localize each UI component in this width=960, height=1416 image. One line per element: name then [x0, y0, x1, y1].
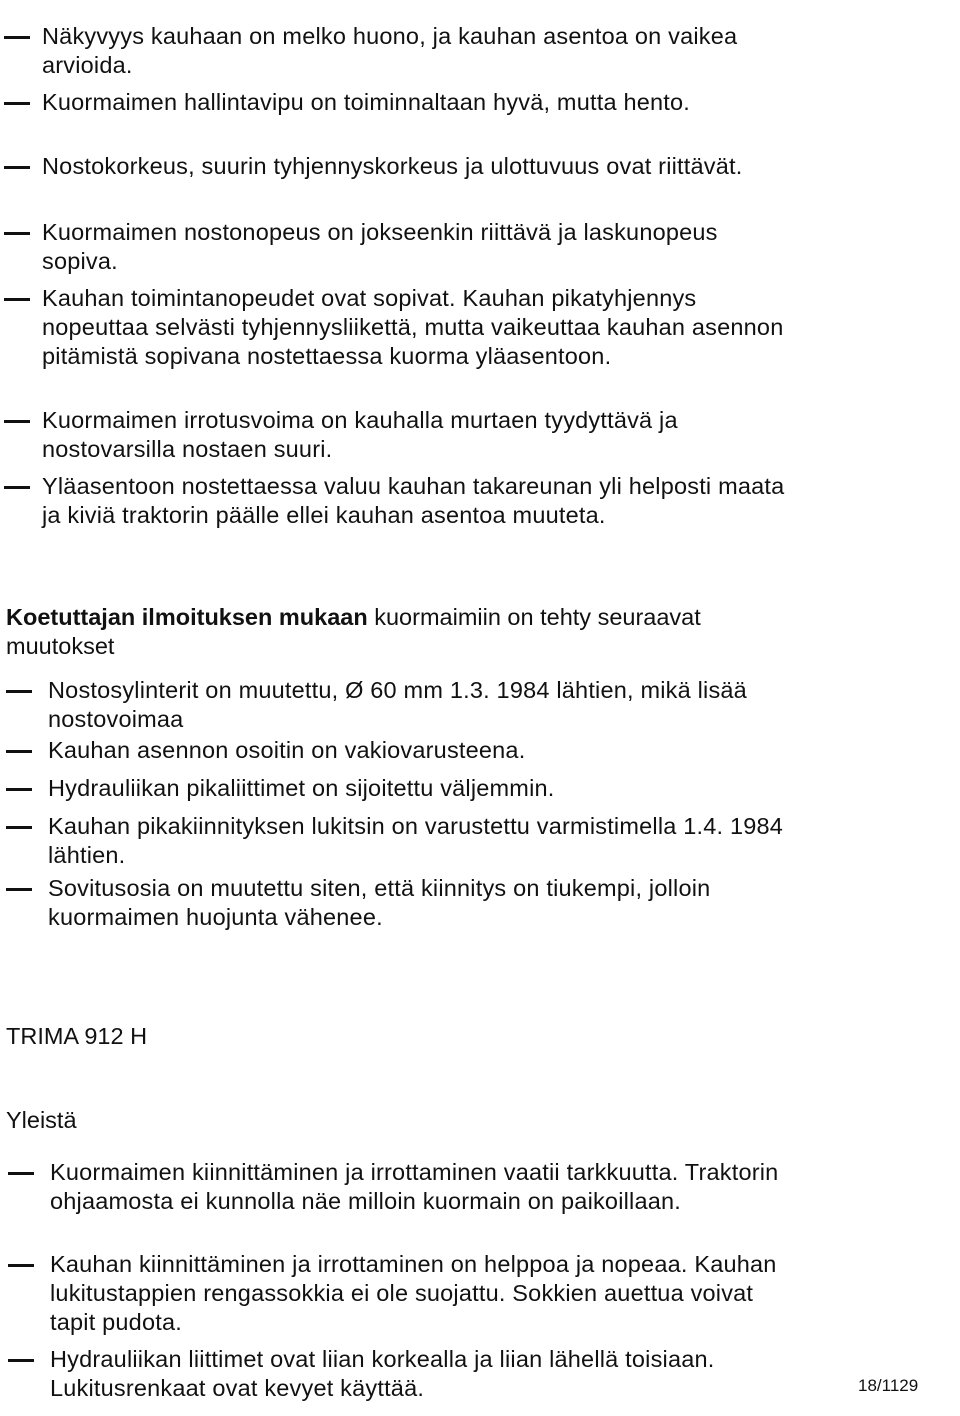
dash-marker [4, 420, 30, 423]
list-item-text: Kuormaimen kiinnittäminen ja irrottaminen vaatii tarkkuutta. Traktorin ohjaamosta ei kunnolla näe milloin kuormain on paikoillaan. [50, 1159, 779, 1214]
model-heading: TRIMA 912 H [6, 1023, 148, 1049]
dash-marker [6, 690, 32, 693]
dash-marker [4, 298, 30, 301]
dash-marker [6, 888, 32, 891]
list-item-text: Hydrauliikan liittimet ovat liian korkealla ja liian lähellä toisiaan. Lukitusrenkaat ovat kevyet käyttää. [50, 1346, 715, 1401]
dash-marker [4, 102, 30, 105]
dash-marker [4, 232, 30, 235]
list-item-text: Kauhan kiinnittäminen ja irrottaminen on helppoa ja nopeaa. Kauhan lukitustappien rengassokkia ei ole suojattu. Sokkien auettua voivat tapit pudota. [50, 1251, 777, 1335]
dash-marker [8, 1264, 34, 1267]
list-item-text: Hydrauliikan pikaliittimet on sijoitettu väljemmin. [48, 775, 555, 801]
dash-marker [4, 36, 30, 39]
page-number: 18/1129 [858, 1376, 919, 1395]
list-item-text: Nostokorkeus, suurin tyhjennyskorkeus ja ulottuvuus ovat riittävät. [42, 153, 743, 179]
list-item-text: Kuormaimen nostonopeus on jokseenkin riittävä ja laskunopeus sopiva. [42, 219, 718, 274]
list-item-text: Kauhan asennon osoitin on vakiovarusteena. [48, 737, 526, 763]
changes-intro [6, 603, 796, 661]
list-item-text: Kuormaimen hallintavipu on toiminnaltaan hyvä, mutta hento. [42, 89, 690, 115]
list-item-text: Sovitusosia on muutettu siten, että kiinnitys on tiukempi, jolloin kuormaimen huojunta vähenee. [48, 875, 711, 930]
dash-marker [6, 750, 32, 753]
dash-marker [6, 788, 32, 791]
dash-marker [4, 166, 30, 169]
general-heading: Yleistä [6, 1107, 77, 1133]
list-item-text: Kauhan toimintanopeudet ovat sopivat. Kauhan pikatyhjennys nopeuttaa selvästi tyhjennysliikettä, mutta vaikeuttaa kauhan asennon pitämistä sopivana nostettaessa kuorma yläasentoon. [42, 285, 784, 369]
changes-intro-bold: Koetuttajan ilmoituksen mukaan [6, 604, 368, 630]
list-item-text: Kuormaimen irrotusvoima on kauhalla murtaen tyydyttävä ja nostovarsilla nostaen suuri. [42, 407, 678, 462]
list-item-text: Nostosylinterit on muutettu, Ø 60 mm 1.3. 1984 lähtien, mikä lisää nostovoimaa [48, 677, 747, 732]
list-item-text: Yläasentoon nostettaessa valuu kauhan takareunan yli helposti maata ja kiviä traktorin päälle ellei kauhan asentoa muuteta. [42, 473, 785, 528]
dash-marker [8, 1359, 34, 1362]
dash-marker [4, 486, 30, 489]
dash-marker [8, 1172, 34, 1175]
list-item-text: Näkyvyys kauhaan on melko huono, ja kauhan asentoa on vaikea arvioida. [42, 23, 738, 78]
dash-marker [6, 826, 32, 829]
changes-intro-rest: kuormaimiin on tehty seuraavat muutokset [6, 604, 701, 659]
list-item-text: Kauhan pikakiinnityksen lukitsin on varustettu varmistimella 1.4. 1984 lähtien. [48, 813, 784, 868]
